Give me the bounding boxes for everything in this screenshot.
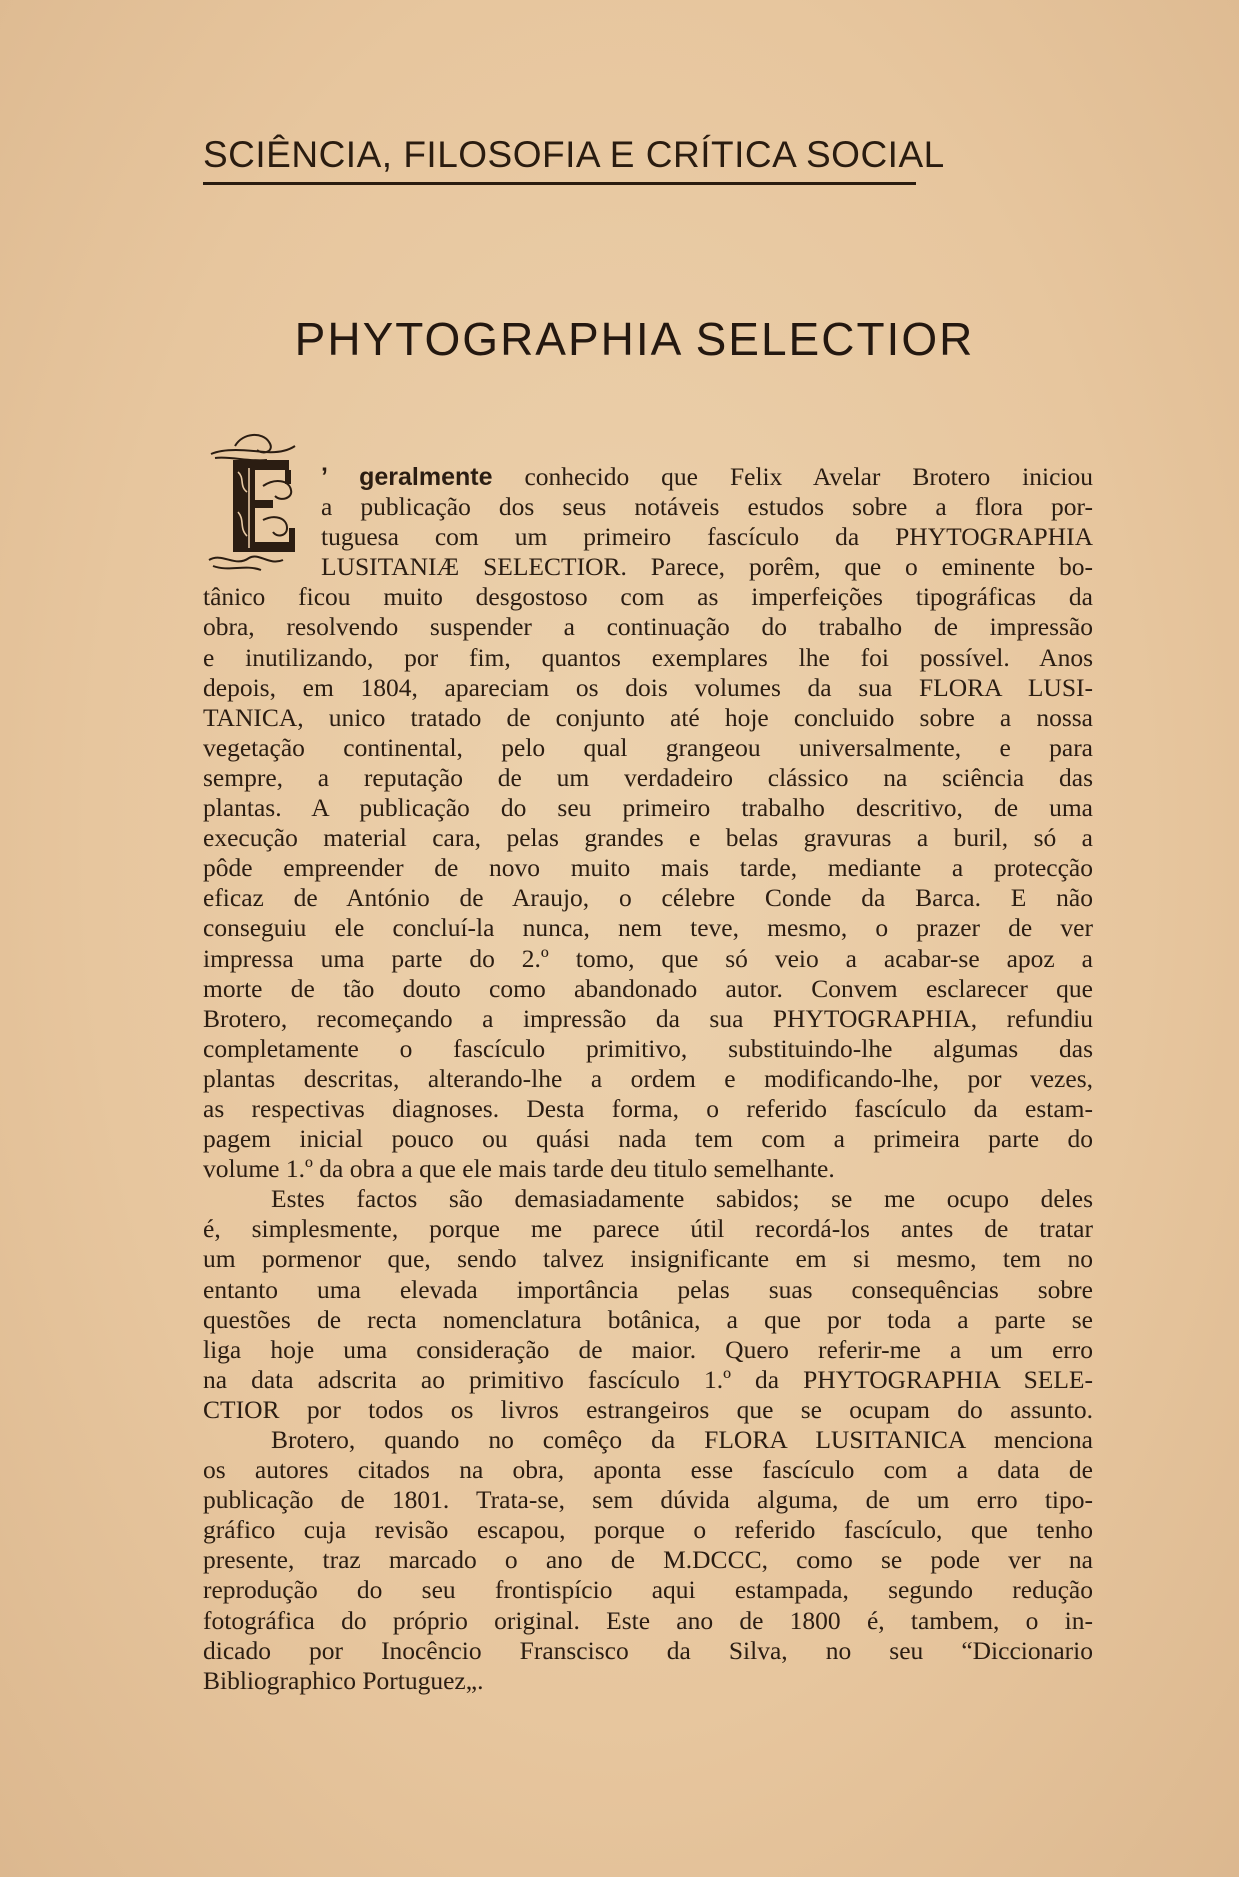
text-line: Bibliographico Portuguez„. bbox=[203, 1665, 484, 1695]
article-body bbox=[203, 462, 1093, 1696]
text-line: na data adscrita ao primitivo fascículo 1.º da PHYTOGRAPHIA SELE- bbox=[203, 1364, 1093, 1394]
text-line: entanto uma elevada importância pelas suas consequências sobre bbox=[203, 1274, 1093, 1304]
text-line: obra, resolvendo suspender a continuação do trabalho de impressão bbox=[203, 612, 1093, 642]
text-line: gráfico cuja revisão escapou, porque o referido fascículo, que tenho bbox=[203, 1515, 1093, 1545]
text-line: morte de tão douto como abandonado autor. Convem esclarecer que bbox=[203, 973, 1093, 1003]
text-line: CTIOR por todos os livros estrangeiros que se ocupam do assunto. bbox=[203, 1394, 1093, 1424]
text-line: tânico ficou muito desgostoso com as imperfeições tipográficas da bbox=[203, 582, 1093, 612]
text-line: vegetação continental, pelo qual grangeou universalmente, e para bbox=[203, 732, 1093, 762]
text-line: e inutilizando, por fim, quantos exemplares lhe foi possível. Anos bbox=[203, 642, 1093, 672]
text-line: publicação de 1801. Trata-se, sem dúvida alguma, de um erro tipo- bbox=[203, 1485, 1093, 1515]
text-line: LUSITANIÆ SELECTIOR. Parece, porêm, que o eminente bo- bbox=[321, 552, 1093, 582]
text-line: depois, em 1804, apareciam os dois volumes da sua FLORA LUSI- bbox=[203, 672, 1093, 702]
text-line: TANICA, unico tratado de conjunto até hoje concluido sobre a nossa bbox=[203, 702, 1093, 732]
lead-word: ’ geralmente bbox=[321, 463, 493, 491]
text-line: execução material cara, pelas grandes e belas gravuras a buril, só a bbox=[203, 823, 1093, 853]
text-line: plantas descritas, alterando-lhe a ordem e modificando-lhe, por vezes, bbox=[203, 1063, 1093, 1093]
text-line: impressa uma parte do 2.º tomo, que só veio a acabar-se apoz a bbox=[203, 943, 1093, 973]
text-line: pôde empreender de novo muito mais tarde, mediante a protecção bbox=[203, 853, 1093, 883]
text-line: sempre, a reputação de um verdadeiro clássico na sciência das bbox=[203, 762, 1093, 792]
text-line-1: ’ geralmente conhecido que Felix Avelar Brotero iniciou bbox=[321, 462, 1094, 491]
text-line: completamente o fascículo primitivo, substituindo-lhe algumas das bbox=[203, 1033, 1093, 1063]
text-line: a publicação dos seus notáveis estudos sobre a flora por- bbox=[321, 492, 1093, 522]
text-line: eficaz de António de Araujo, o célebre Conde da Barca. E não bbox=[203, 883, 1093, 913]
text-line: um pormenor que, sendo talvez insignificante em si mesmo, tem no bbox=[203, 1244, 1093, 1274]
running-head: SCIÊNCIA, FILOSOFIA E CRÍTICA SOCIAL bbox=[203, 134, 916, 185]
text-line: as respectivas diagnoses. Desta forma, o referido fascículo da estam- bbox=[203, 1093, 1093, 1123]
text-line: presente, traz marcado o ano de M.DCCC, como se pode ver na bbox=[203, 1545, 1093, 1575]
text-line: plantas. A publicação do seu primeiro trabalho descritivo, de uma bbox=[203, 793, 1093, 823]
text-line: conseguiu ele concluí-la nunca, nem teve, mesmo, o prazer de ver bbox=[203, 913, 1093, 943]
text-line: Brotero, quando no comêço da FLORA LUSITANICA menciona bbox=[271, 1425, 1093, 1454]
text-line: Brotero, recomeçando a impressão da sua PHYTOGRAPHIA, refundiu bbox=[203, 1003, 1093, 1033]
text-line: reprodução do seu frontispício aqui estampada, segundo redução bbox=[203, 1575, 1093, 1605]
article-title: PHYTOGRAPHIA SELECTIOR bbox=[294, 313, 975, 365]
text-line: tuguesa com um primeiro fascículo da PHYTOGRAPHIA bbox=[321, 522, 1093, 552]
text-line: dicado por Inocêncio Franscisco da Silva, no seu “Diccionario bbox=[203, 1635, 1093, 1665]
text-line: os autores citados na obra, aponta esse fascículo com a data de bbox=[203, 1455, 1093, 1485]
text-line: fotográfica do próprio original. Este ano de 1800 é, tambem, o in- bbox=[203, 1605, 1093, 1635]
text-line: volume 1.º da obra a que ele mais tarde deu titulo semelhante. bbox=[203, 1154, 835, 1184]
text-line: Estes factos são demasiadamente sabidos; se me ocupo deles bbox=[271, 1184, 1093, 1214]
text-line: é, simplesmente, porque me parece útil recordá-los antes de tratar bbox=[203, 1214, 1093, 1244]
text-line: pagem inicial pouco ou quási nada tem com a primeira parte do bbox=[203, 1124, 1093, 1154]
text-line: liga hoje uma consideração de maior. Quero referir-me a um erro bbox=[203, 1334, 1093, 1364]
text-line: questões de recta nomenclatura botânica, a que por toda a parte se bbox=[203, 1304, 1093, 1334]
